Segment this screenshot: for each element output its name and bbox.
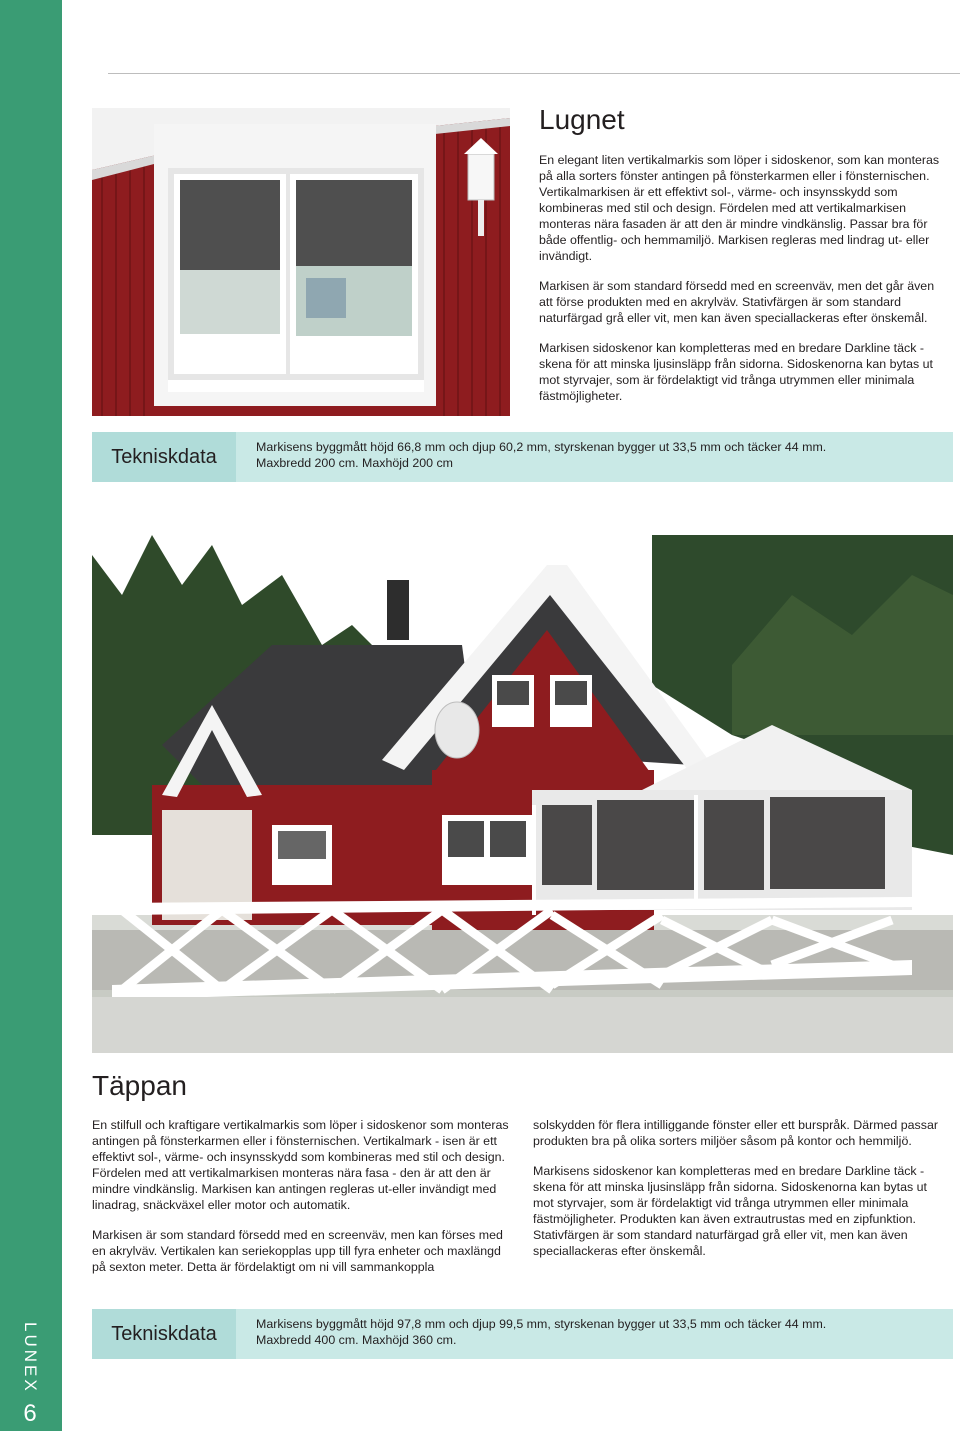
brand-name: LUNEX <box>21 1322 40 1394</box>
tech-data-band-tappan <box>92 1309 953 1359</box>
tappan-description-col2 <box>533 1117 938 1273</box>
tech-data-label: Tekniskdata <box>92 432 236 482</box>
lugnet-description <box>539 152 944 418</box>
tappan-paragraph: Markisens sidoskenor kan kompletteras med en bredare Darkline täck - skena för att minska ljusinsläpp från sidorna. Sidoskenorna kan bytas ut mot styrvajer, som är fördelaktigt vid trånga utrymmen eller minimala fästmöjligheter. Produkten kan även extrautrustas med en zipfunktion. Stativfärgen är som standard naturfärgad grå eller vit, men kan även speciallackeras efter önskemål. <box>533 1164 927 1258</box>
tappan-description-col1 <box>92 1117 512 1289</box>
tech-data-band-lugnet <box>92 432 953 482</box>
tappan-paragraph: Markisen är som standard försedd med en screenväv, men kan förses med en akrylväv. Vertikalen kan seriekopplas upp till fyra enheter och maxlängd på sexton meter. Detta är fördelaktigt om ni vill sammankoppla <box>92 1228 503 1274</box>
top-divider <box>108 73 960 74</box>
window-awning-photo <box>92 108 510 416</box>
section-title-tappan: Täppan <box>92 1070 187 1101</box>
tech-data-text <box>236 432 826 482</box>
tech-data-text <box>236 1309 826 1359</box>
tech-data-line: Maxbredd 200 cm. Maxhöjd 200 cm <box>256 456 453 470</box>
section-title-lugnet: Lugnet <box>539 104 625 135</box>
page-number: 6 <box>23 1399 37 1427</box>
house-terrace-photo <box>92 535 953 1053</box>
lugnet-paragraph: Markisen är som standard försedd med en screenväv, men det går även att förse produkten med en akrylväv. Stativfärgen är som standard naturfärgad grå eller vit, men kan även speciallackeras efter önskemål. <box>539 279 935 325</box>
left-sidebar <box>0 0 62 1431</box>
tech-data-line: Markisens byggmått höjd 97,8 mm och djup 99,5 mm, styrskenan bygger ut 33,5 mm och täcker 44 mm. <box>256 1317 827 1331</box>
tappan-paragraph: solskydden för flera intilliggande fönster eller ett burspråk. Därmed passar produkten bra på olika sorters miljöer såsom på kontor och hemmiljö. <box>533 1118 938 1148</box>
tappan-paragraph: En stilfull och kraftigare vertikalmarkis som löper i sidoskenor som monteras antingen på fönsterkarmen eller i fönsternischen. Vertikalmark - isen är ett effektivt sol-, värme- och insynsskydd som kombineras med stil och design. Fördelen med att vertikalmarkisen monteras nära fasa - den är att den är mindre vindkänslig. Markisen kan antingen regleras ut-eller invändigt med linadrag, snäckväxel eller motor och automatik. <box>92 1118 509 1212</box>
tech-data-line: Markisens byggmått höjd 66,8 mm och djup 60,2 mm, styrskenan bygger ut 33,5 mm och täcker 44 mm. <box>256 440 827 454</box>
brand-block <box>10 1322 50 1427</box>
lugnet-paragraph: En elegant liten vertikalmarkis som löper i sidoskenor, som kan monteras på alla sorters fönster antingen på fönsterkarmen eller i fönsternischen. Vertikalmarkisen är ett effektivt sol-, värme- och insynsskydd som kombineras med stil och design. Fördelen med att vertikalmarkisen monteras nära fasaden är att den är mindre vindkänslig. Passar bra för både offentlig- och hemmamiljö. Markisen regleras med lindrag ut- eller invändigt. <box>539 153 940 263</box>
lugnet-paragraph: Markisen sidoskenor kan kompletteras med en bredare Darkline täck - skena för att minska ljusinsläpp från sidorna. Sidoskenorna kan bytas ut mot styrvajer, som är fördelaktigt vid trånga utrymmen eller minimala fästmöjligheter. <box>539 341 933 403</box>
tech-data-label: Tekniskdata <box>92 1309 236 1359</box>
tech-data-line: Maxbredd 400 cm. Maxhöjd 360 cm. <box>256 1333 457 1347</box>
